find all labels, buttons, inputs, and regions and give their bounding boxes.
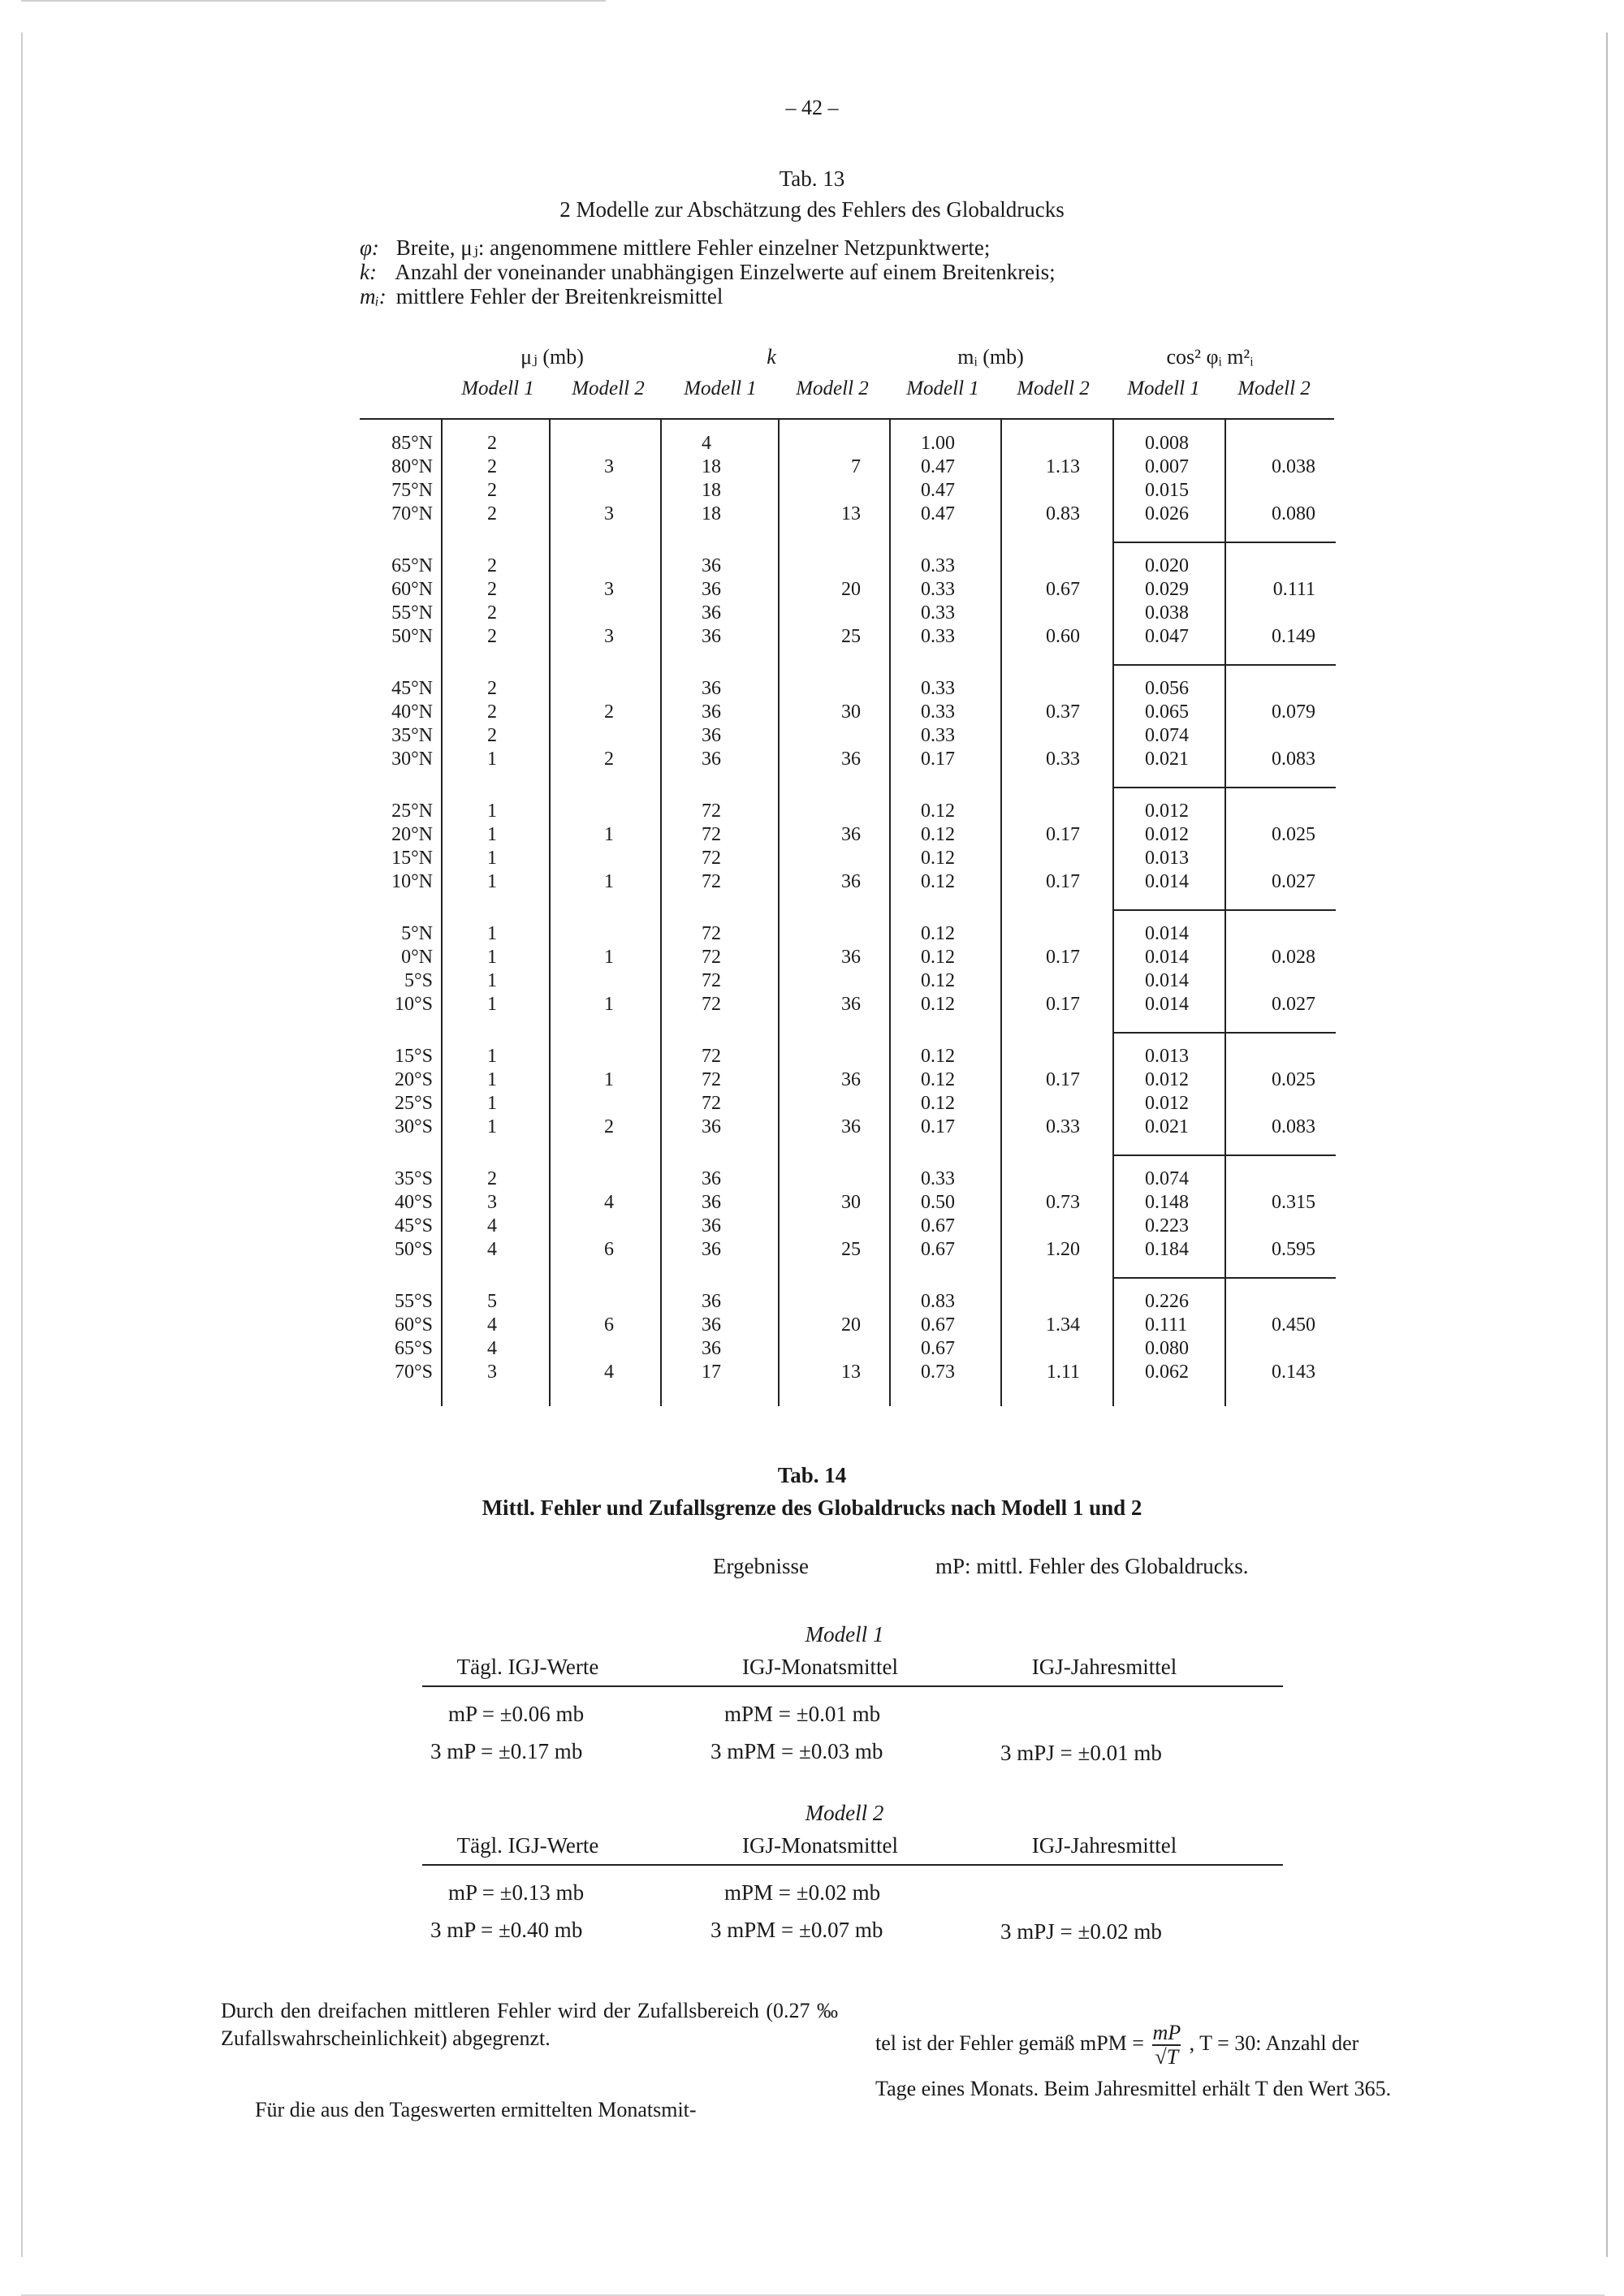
cell-cos-modell1: 0.074 0.148 0.223 0.184: [1145, 1168, 1189, 1260]
cell-m-modell2: 0.73 1.20: [1046, 1192, 1080, 1260]
cell-m-modell1: 0.83 0.67 0.67 0.73: [921, 1291, 955, 1383]
cell-cos-modell2: 0.025 0.027: [1272, 824, 1315, 892]
model-rule: [422, 1685, 1283, 1687]
sub-header: Modell 1: [1127, 378, 1200, 399]
cell-k-modell2: 36 36: [841, 824, 861, 892]
scan-edge-top: [21, 0, 606, 2]
cell-m-modell2: 1.34 1.11: [1046, 1314, 1080, 1383]
tab14-ergebnisse: Ergebnisse: [713, 1554, 809, 1578]
col-group-k: k: [767, 345, 776, 369]
monthly-mp: mPM = ±0.02 mb: [724, 1880, 881, 1905]
col-daily: Tägl. IGJ-Werte: [456, 1833, 599, 1858]
cell-cos-modell2: 0.038 0.080: [1272, 456, 1315, 524]
cell-m-modell1: 1.00 0.47 0.47 0.47: [921, 433, 955, 524]
cell-mu-modell2: 3 3: [604, 456, 614, 524]
cell-mu-modell1: 2 3 4 4: [487, 1168, 497, 1260]
block-separator: [1112, 542, 1336, 543]
cell-cos-modell1: 0.056 0.065 0.074 0.021: [1145, 678, 1189, 770]
col-group-cos: cos² φᵢ m²ᵢ: [1166, 345, 1254, 369]
scan-edge-left: [21, 32, 23, 2257]
tab13-caption: 2 Modelle zur Abschätzung des Fehlers des Globaldrucks: [559, 197, 1065, 222]
cell-m-modell1: 0.33 0.33 0.33 0.33: [921, 555, 955, 647]
cell-k-modell1: 72 72 72 72: [702, 923, 721, 1015]
cell-cos-modell2: 0.025 0.083: [1272, 1069, 1315, 1137]
formula-prefix: tel ist der Fehler gemäß mPM =: [875, 2031, 1144, 2055]
cell-k-modell1: 4 18 18 18: [702, 433, 721, 524]
yearly-3mp: 3 mPJ = ±0.01 mb: [1000, 1741, 1162, 1765]
sub-header: Modell 2: [1237, 378, 1311, 399]
column-rule: [778, 418, 780, 1406]
sub-header: Modell 2: [796, 378, 869, 399]
formula-denominator: √T: [1155, 2045, 1179, 2069]
cell-k-modell1: 36 36 36 36: [702, 678, 721, 770]
col-group-mu: μⱼ (mb): [520, 345, 584, 369]
cell-k-modell1: 72 72 72 36: [702, 1046, 721, 1137]
cell-m-modell1: 0.33 0.33 0.33 0.17: [921, 678, 955, 770]
sub-header: Modell 1: [906, 378, 979, 399]
cell-cos-modell2: 0.111 0.149: [1272, 579, 1315, 647]
col-group-m: mᵢ (mb): [957, 345, 1024, 369]
block-separator: [1112, 1032, 1336, 1034]
model-title: Modell 2: [805, 1801, 884, 1825]
col-daily: Tägl. IGJ-Werte: [456, 1655, 599, 1679]
cell-mu-modell2: 4 6: [604, 1192, 614, 1260]
paragraph-right-line2: Tage eines Monats. Beim Jahresmittel erhält T den Wert 365.: [875, 2077, 1392, 2100]
monthly-3mp: 3 mPM = ±0.07 mb: [710, 1918, 883, 1942]
block-separator: [1112, 909, 1336, 911]
sub-header: Modell 2: [1017, 378, 1090, 399]
cell-cos-modell1: 0.020 0.029 0.038 0.047: [1145, 555, 1189, 647]
cell-k-modell2: 7 13: [841, 456, 861, 524]
formula-suffix: , T = 30: Anzahl der: [1189, 2031, 1359, 2055]
cell-m-modell1: 0.12 0.12 0.12 0.12: [921, 923, 955, 1015]
formula-fraction: [1152, 2022, 1181, 2069]
cell-mu-modell1: 1 1 1 1: [487, 801, 497, 892]
cell-k-modell1: 36 36 36 36: [702, 1168, 721, 1260]
paragraph-left-2: Für die aus den Tageswerten ermittelten Monatsmit-: [255, 2098, 697, 2121]
cell-cos-modell1: 0.013 0.012 0.012 0.021: [1145, 1046, 1189, 1137]
column-rule: [889, 418, 891, 1406]
cell-k-modell2: 20 25: [841, 579, 861, 647]
cell-cos-modell1: 0.008 0.007 0.015 0.026: [1145, 433, 1189, 524]
cell-cos-modell1: 0.012 0.012 0.013 0.014: [1145, 801, 1189, 892]
cell-latitude: 55°S 60°S 65°S 70°S: [395, 1291, 433, 1383]
sub-header: Modell 1: [684, 378, 757, 399]
formula-numerator: mP: [1152, 2021, 1181, 2044]
cell-mu-modell2: 2 2: [604, 701, 614, 770]
note-symbol: φ:: [360, 235, 379, 260]
tab13-notes: [360, 235, 1056, 309]
tab13-label: Tab. 13: [779, 166, 845, 191]
note-symbol: k:: [360, 260, 377, 284]
column-rule: [1224, 418, 1226, 1406]
table-top-rule: [360, 418, 1334, 420]
block-separator: [1112, 664, 1336, 666]
cell-latitude: 15°S 20°S 25°S 30°S: [395, 1046, 433, 1137]
col-yearly: IGJ-Jahresmittel: [1031, 1655, 1177, 1679]
daily-3mp: 3 mP = ±0.40 mb: [430, 1918, 583, 1942]
column-rule: [549, 418, 551, 1406]
block-separator: [1112, 787, 1336, 788]
paragraph-left-1: Durch den dreifachen mittleren Fehler wird der Zufallsbereich (0.27 ‰ Zufallswahrscheinlichkeit) abgegrenzt.: [221, 1999, 838, 2050]
page-number: – 42 –: [785, 96, 839, 119]
cell-k-modell1: 36 36 36 17: [702, 1291, 721, 1383]
cell-cos-modell2: 0.450 0.143: [1272, 1314, 1315, 1383]
cell-k-modell2: 36 36: [841, 1069, 861, 1137]
note-text: Breite, μⱼ: angenommene mittlere Fehler einzelner Netzpunktwerte;: [395, 235, 991, 260]
cell-latitude: 5°N 0°N 5°S 10°S: [395, 923, 433, 1015]
block-separator: [1112, 1154, 1336, 1156]
cell-m-modell1: 0.12 0.12 0.12 0.17: [921, 1046, 955, 1137]
cell-latitude: 35°S 40°S 45°S 50°S: [395, 1168, 433, 1260]
daily-mp: mP = ±0.13 mb: [448, 1880, 585, 1905]
daily-mp: mP = ±0.06 mb: [448, 1702, 585, 1726]
cell-mu-modell1: 2 2 2 2: [487, 433, 497, 524]
note-text: Anzahl der voneinander unabhängigen Einzelwerte auf einem Breitenkreis;: [395, 260, 1056, 284]
scan-edge-right: [1606, 32, 1608, 2257]
cell-k-modell2: 20 13: [841, 1314, 861, 1383]
cell-mu-modell1: 1 1 1 1: [487, 923, 497, 1015]
col-yearly: IGJ-Jahresmittel: [1031, 1833, 1177, 1858]
cell-m-modell1: 0.12 0.12 0.12 0.12: [921, 801, 955, 892]
tab14-mp-note: mP: mittl. Fehler des Globaldrucks.: [935, 1554, 1249, 1578]
cell-mu-modell2: 1 1: [604, 947, 614, 1015]
cell-mu-modell1: 2 2 2 1: [487, 678, 497, 770]
monthly-mp: mPM = ±0.01 mb: [724, 1702, 881, 1726]
column-rule: [1112, 418, 1114, 1406]
column-rule: [1000, 418, 1002, 1406]
block-separator: [1112, 1277, 1336, 1279]
note-row: [360, 260, 1056, 284]
cell-cos-modell2: 0.079 0.083: [1272, 701, 1315, 770]
cell-latitude: 85°N 80°N 75°N 70°N: [391, 433, 433, 524]
col-monthly: IGJ-Monatsmittel: [742, 1833, 898, 1858]
cell-latitude: 65°N 60°N 55°N 50°N: [391, 555, 433, 647]
model-rule: [422, 1864, 1283, 1866]
yearly-3mp: 3 mPJ = ±0.02 mb: [1000, 1919, 1162, 1944]
note-row: [360, 284, 1056, 309]
column-rule: [660, 418, 662, 1406]
column-rule: [441, 418, 443, 1406]
cell-cos-modell2: 0.028 0.027: [1272, 947, 1315, 1015]
cell-mu-modell1: 1 1 1 1: [487, 1046, 497, 1137]
col-monthly: IGJ-Monatsmittel: [742, 1655, 898, 1679]
cell-cos-modell2: 0.315 0.595: [1272, 1192, 1315, 1260]
monthly-3mp: 3 mPM = ±0.03 mb: [710, 1739, 883, 1763]
cell-k-modell2: 30 36: [841, 701, 861, 770]
cell-latitude: 45°N 40°N 35°N 30°N: [391, 678, 433, 770]
cell-k-modell1: 36 36 36 36: [702, 555, 721, 647]
cell-m-modell2: 0.17 0.33: [1046, 1069, 1080, 1137]
cell-cos-modell1: 0.014 0.014 0.014 0.014: [1145, 923, 1189, 1015]
tab14-label: Tab. 14: [777, 1463, 847, 1487]
cell-mu-modell2: 1 2: [604, 1069, 614, 1137]
cell-k-modell2: 30 25: [841, 1192, 861, 1260]
cell-m-modell2: 0.67 0.60: [1046, 579, 1080, 647]
cell-mu-modell2: 3 3: [604, 579, 614, 647]
model-title: Modell 1: [805, 1622, 884, 1646]
cell-m-modell2: 0.17 0.17: [1046, 947, 1080, 1015]
cell-m-modell2: 0.17 0.17: [1046, 824, 1080, 892]
tab14-caption: Mittl. Fehler und Zufallsgrenze des Globaldrucks nach Modell 1 und 2: [482, 1495, 1142, 1520]
cell-mu-modell1: 2 2 2 2: [487, 555, 497, 647]
daily-3mp: 3 mP = ±0.17 mb: [430, 1739, 583, 1763]
cell-m-modell2: 0.37 0.33: [1046, 701, 1080, 770]
cell-k-modell1: 72 72 72 72: [702, 801, 721, 892]
cell-mu-modell1: 5 4 4 3: [487, 1291, 497, 1383]
cell-mu-modell2: 1 1: [604, 824, 614, 892]
paragraph-right-line1: [875, 2022, 1509, 2069]
note-row: [360, 235, 1056, 260]
cell-cos-modell1: 0.226 0.111 0.080 0.062: [1145, 1291, 1189, 1383]
cell-m-modell2: 1.13 0.83: [1046, 456, 1080, 524]
sub-header: Modell 1: [461, 378, 534, 399]
cell-mu-modell2: 6 4: [604, 1314, 614, 1383]
note-text: mittlere Fehler der Breitenkreismittel: [395, 284, 723, 309]
cell-latitude: 25°N 20°N 15°N 10°N: [391, 801, 433, 892]
cell-m-modell1: 0.33 0.50 0.67 0.67: [921, 1168, 955, 1260]
sub-header: Modell 2: [572, 378, 645, 399]
note-symbol: mᵢ:: [360, 284, 387, 309]
cell-k-modell2: 36 36: [841, 947, 861, 1015]
